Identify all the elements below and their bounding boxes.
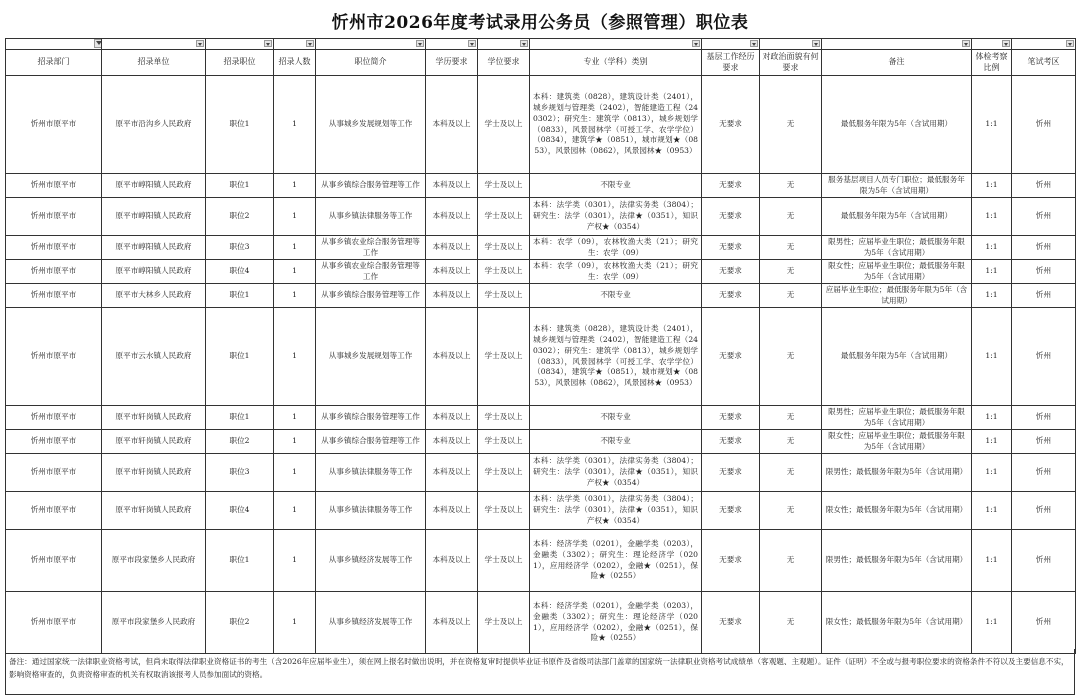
col-header-political[interactable]: 对政治面貌有何要求 xyxy=(760,50,822,76)
cell-dept[interactable]: 忻州市原平市 xyxy=(6,260,102,284)
cell-description[interactable]: 从事城乡发展规划等工作 xyxy=(316,76,426,174)
cell-description[interactable]: 从事乡镇经济发展等工作 xyxy=(316,530,426,592)
filter-dropdown-icon[interactable] xyxy=(1002,40,1010,47)
cell-major[interactable]: 本科：经济学类（0201），金融学类（0203），金融类（3302）；研究生：理论经济学（0201），应用经济学（0202），金融★（0251），保险★（0255） xyxy=(530,592,702,654)
cell-position[interactable]: 职位1 xyxy=(206,174,274,198)
cell-degree[interactable]: 学士及以上 xyxy=(478,430,530,454)
filter-dropdown-icon[interactable] xyxy=(468,40,476,47)
filter-cell xyxy=(530,39,702,50)
filter-dropdown-icon[interactable] xyxy=(750,40,758,47)
cell-count[interactable]: 1 xyxy=(274,530,316,592)
cell-ratio[interactable]: 1:1 xyxy=(972,492,1012,530)
cell-degree[interactable]: 学士及以上 xyxy=(478,308,530,406)
filter-cell xyxy=(972,39,1012,50)
cell-remarks[interactable]: 限女性；最低服务年限为5年（含试用期） xyxy=(822,492,972,530)
cell-ratio[interactable]: 1:1 xyxy=(972,174,1012,198)
cell-exam-zone[interactable]: 忻州 xyxy=(1012,454,1076,492)
cell-experience[interactable]: 无要求 xyxy=(702,260,760,284)
cell-exam-zone[interactable]: 忻州 xyxy=(1012,308,1076,406)
cell-position[interactable]: 职位2 xyxy=(206,592,274,654)
cell-position[interactable]: 职位3 xyxy=(206,454,274,492)
cell-remarks[interactable]: 限女性；最低服务年限为5年（含试用期） xyxy=(822,592,972,654)
cell-ratio[interactable]: 1:1 xyxy=(972,76,1012,174)
cell-count[interactable]: 1 xyxy=(274,430,316,454)
filter-dropdown-icon[interactable] xyxy=(520,40,528,47)
cell-unit[interactable]: 原平市轩岗镇人民政府 xyxy=(102,492,206,530)
cell-dept[interactable]: 忻州市原平市 xyxy=(6,198,102,236)
col-header-position[interactable]: 招录职位 xyxy=(206,50,274,76)
cell-dept[interactable]: 忻州市原平市 xyxy=(6,492,102,530)
cell-experience[interactable]: 无要求 xyxy=(702,530,760,592)
cell-unit[interactable]: 原平市崞阳镇人民政府 xyxy=(102,236,206,260)
cell-degree[interactable]: 学士及以上 xyxy=(478,198,530,236)
cell-degree[interactable]: 学士及以上 xyxy=(478,284,530,308)
cell-description[interactable]: 从事乡镇经济发展等工作 xyxy=(316,592,426,654)
cell-experience[interactable]: 无要求 xyxy=(702,592,760,654)
cell-position[interactable]: 职位1 xyxy=(206,76,274,174)
cell-degree[interactable]: 学士及以上 xyxy=(478,406,530,430)
cell-ratio[interactable]: 1:1 xyxy=(972,592,1012,654)
cell-unit[interactable]: 原平市崞阳镇人民政府 xyxy=(102,260,206,284)
cell-count[interactable]: 1 xyxy=(274,174,316,198)
filter-cell xyxy=(426,39,478,50)
cell-count[interactable]: 1 xyxy=(274,198,316,236)
cell-exam-zone[interactable]: 忻州 xyxy=(1012,406,1076,430)
cell-exam-zone[interactable]: 忻州 xyxy=(1012,284,1076,308)
cell-major[interactable]: 本科：农学（09），农林牧渔大类（21）；研究生：农学（09） xyxy=(530,236,702,260)
filter-dropdown-icon[interactable] xyxy=(306,40,314,47)
col-header-description[interactable]: 职位简介 xyxy=(316,50,426,76)
cell-dept[interactable]: 忻州市原平市 xyxy=(6,406,102,430)
cell-major[interactable]: 本科：法学类（0301），法律实务类（3804）；研究生：法学（0301），法律★（0351），知识产权★（0354） xyxy=(530,492,702,530)
table-row xyxy=(6,260,1076,284)
cell-dept[interactable]: 忻州市原平市 xyxy=(6,174,102,198)
table-row xyxy=(6,284,1076,308)
cell-education[interactable]: 本科及以上 xyxy=(426,284,478,308)
cell-dept[interactable]: 忻州市原平市 xyxy=(6,430,102,454)
cell-degree[interactable]: 学士及以上 xyxy=(478,76,530,174)
cell-description[interactable]: 从事乡镇法律服务等工作 xyxy=(316,454,426,492)
cell-political[interactable]: 无 xyxy=(760,530,822,592)
table-row xyxy=(6,308,1076,406)
cell-count[interactable]: 1 xyxy=(274,592,316,654)
cell-ratio[interactable]: 1:1 xyxy=(972,236,1012,260)
cell-exam-zone[interactable]: 忻州 xyxy=(1012,592,1076,654)
filter-cell xyxy=(1012,39,1076,50)
table-row xyxy=(6,592,1076,654)
cell-exam-zone[interactable]: 忻州 xyxy=(1012,236,1076,260)
table-row xyxy=(6,430,1076,454)
table-row xyxy=(6,174,1076,198)
cell-education[interactable]: 本科及以上 xyxy=(426,198,478,236)
col-header-degree[interactable]: 学位要求 xyxy=(478,50,530,76)
filter-dropdown-icon[interactable] xyxy=(264,40,272,47)
cell-ratio[interactable]: 1:1 xyxy=(972,308,1012,406)
cell-political[interactable]: 无 xyxy=(760,284,822,308)
filter-cell xyxy=(478,39,530,50)
col-header-exam-zone[interactable]: 笔试考区 xyxy=(1012,50,1076,76)
cell-education[interactable]: 本科及以上 xyxy=(426,430,478,454)
cell-description[interactable]: 从事乡镇综合服务管理等工作 xyxy=(316,284,426,308)
cell-political[interactable]: 无 xyxy=(760,406,822,430)
cell-exam-zone[interactable]: 忻州 xyxy=(1012,430,1076,454)
filter-cell xyxy=(206,39,274,50)
table-row xyxy=(6,76,1076,174)
col-header-dept[interactable]: 招录部门 xyxy=(6,50,102,76)
cell-dept[interactable]: 忻州市原平市 xyxy=(6,236,102,260)
cell-experience[interactable]: 无要求 xyxy=(702,454,760,492)
cell-degree[interactable]: 学士及以上 xyxy=(478,174,530,198)
table-row xyxy=(6,406,1076,430)
cell-exam-zone[interactable]: 忻州 xyxy=(1012,492,1076,530)
cell-ratio[interactable]: 1:1 xyxy=(972,430,1012,454)
cell-remarks[interactable]: 限女性；应届毕业生职位；最低服务年限为5年（含试用期） xyxy=(822,260,972,284)
col-header-ratio[interactable]: 体检考察比例 xyxy=(972,50,1012,76)
table-row xyxy=(6,492,1076,530)
cell-unit[interactable]: 原平市崞阳镇人民政府 xyxy=(102,198,206,236)
cell-education[interactable]: 本科及以上 xyxy=(426,76,478,174)
cell-dept[interactable]: 忻州市原平市 xyxy=(6,76,102,174)
cell-exam-zone[interactable]: 忻州 xyxy=(1012,174,1076,198)
cell-exam-zone[interactable]: 忻州 xyxy=(1012,198,1076,236)
cell-exam-zone[interactable]: 忻州 xyxy=(1012,76,1076,174)
filter-cell xyxy=(702,39,760,50)
table-row xyxy=(6,236,1076,260)
cell-political[interactable]: 无 xyxy=(760,430,822,454)
cell-unit[interactable]: 原平市轩岗镇人民政府 xyxy=(102,430,206,454)
cell-political[interactable]: 无 xyxy=(760,592,822,654)
cell-position[interactable]: 职位2 xyxy=(206,430,274,454)
cell-exam-zone[interactable]: 忻州 xyxy=(1012,530,1076,592)
col-header-education[interactable]: 学历要求 xyxy=(426,50,478,76)
filter-dropdown-icon[interactable] xyxy=(962,40,970,47)
cell-major[interactable]: 本科：建筑类（0828），建筑设计类（2401），城乡规划与管理类（2402），智能建造工程（240302）；研究生：建筑学（0813），城乡规划学（0833），风景园林学（可授工学、农学学位）（0834），建筑学★（0851），城市规划★（0853），风景园林（0862），风景园林★（0953） xyxy=(530,76,702,174)
table-row xyxy=(6,454,1076,492)
cell-education[interactable]: 本科及以上 xyxy=(426,406,478,430)
cell-political[interactable]: 无 xyxy=(760,198,822,236)
cell-description[interactable]: 从事乡镇农业综合服务管理等工作 xyxy=(316,236,426,260)
table-row xyxy=(6,530,1076,592)
cell-unit[interactable]: 原平市轩岗镇人民政府 xyxy=(102,454,206,492)
cell-description[interactable]: 从事乡镇农业综合服务管理等工作 xyxy=(316,260,426,284)
cell-experience[interactable]: 无要求 xyxy=(702,308,760,406)
cell-count[interactable]: 1 xyxy=(274,260,316,284)
cell-degree[interactable]: 学士及以上 xyxy=(478,530,530,592)
col-header-remarks[interactable]: 备注 xyxy=(822,50,972,76)
cell-count[interactable]: 1 xyxy=(274,454,316,492)
cell-education[interactable]: 本科及以上 xyxy=(426,260,478,284)
cell-degree[interactable]: 学士及以上 xyxy=(478,454,530,492)
cell-dept[interactable]: 忻州市原平市 xyxy=(6,592,102,654)
filter-dropdown-icon[interactable] xyxy=(812,40,820,47)
cell-exam-zone[interactable]: 忻州 xyxy=(1012,260,1076,284)
filter-cell xyxy=(6,39,102,50)
cell-degree[interactable]: 学士及以上 xyxy=(478,492,530,530)
cell-count[interactable]: 1 xyxy=(274,492,316,530)
cell-position[interactable]: 职位1 xyxy=(206,406,274,430)
cell-education[interactable]: 本科及以上 xyxy=(426,454,478,492)
cell-description[interactable]: 从事乡镇综合服务管理等工作 xyxy=(316,406,426,430)
footnote: 备注：通过国家统一法律职业资格考试，但尚未取得法律职业资格证书的考生（含2026年应届毕业生），须在网上报名时做出说明，并在资格复审时提供毕业证书原件及省级司法部门盖章的国家统一法律职业资格考试成绩单（客观题、主观题）。证件（证明）不全或与报考职位要求的资格条件不符以及主要信息不实，影响资格审查的，负责资格审查的机关有权取消该报考人员参加面试的资格。 xyxy=(5,649,1075,695)
cell-education[interactable]: 本科及以上 xyxy=(426,492,478,530)
table-row xyxy=(6,198,1076,236)
cell-degree[interactable]: 学士及以上 xyxy=(478,260,530,284)
cell-count[interactable]: 1 xyxy=(274,308,316,406)
cell-major[interactable]: 本科：经济学类（0201），金融学类（0203），金融类（3302）；研究生：理论经济学（0201），应用经济学（0202），金融★（0251），保险★（0255） xyxy=(530,530,702,592)
filter-cell xyxy=(316,39,426,50)
col-header-major[interactable]: 专业（学科）类别 xyxy=(530,50,702,76)
cell-dept[interactable]: 忻州市原平市 xyxy=(6,284,102,308)
cell-unit[interactable]: 原平市沿沟乡人民政府 xyxy=(102,76,206,174)
cell-remarks[interactable]: 最低服务年限为5年（含试用期） xyxy=(822,308,972,406)
cell-political[interactable]: 无 xyxy=(760,492,822,530)
cell-experience[interactable]: 无要求 xyxy=(702,174,760,198)
cell-remarks[interactable]: 限男性；最低服务年限为5年（含试用期） xyxy=(822,530,972,592)
cell-ratio[interactable]: 1:1 xyxy=(972,530,1012,592)
cell-political[interactable]: 无 xyxy=(760,76,822,174)
cell-major[interactable]: 不限专业 xyxy=(530,284,702,308)
filter-dropdown-icon[interactable] xyxy=(196,40,204,47)
cell-unit[interactable]: 原平市轩岗镇人民政府 xyxy=(102,406,206,430)
cell-count[interactable]: 1 xyxy=(274,236,316,260)
filter-dropdown-icon[interactable] xyxy=(416,40,424,47)
page-title: 忻州市2026年度考试录用公务员（参照管理）职位表 xyxy=(331,13,749,33)
cell-description[interactable]: 从事乡镇综合服务管理等工作 xyxy=(316,174,426,198)
cell-ratio[interactable]: 1:1 xyxy=(972,260,1012,284)
cell-political[interactable]: 无 xyxy=(760,260,822,284)
filter-row xyxy=(6,39,1076,50)
cell-count[interactable]: 1 xyxy=(274,406,316,430)
filter-cell xyxy=(102,39,206,50)
cell-unit[interactable]: 原平市崞阳镇人民政府 xyxy=(102,174,206,198)
cell-description[interactable]: 从事乡镇法律服务等工作 xyxy=(316,492,426,530)
cell-unit[interactable]: 原平市段家堡乡人民政府 xyxy=(102,592,206,654)
cell-ratio[interactable]: 1:1 xyxy=(972,284,1012,308)
cell-ratio[interactable]: 1:1 xyxy=(972,198,1012,236)
filter-cell xyxy=(822,39,972,50)
cell-major[interactable]: 不限专业 xyxy=(530,174,702,198)
cell-dept[interactable]: 忻州市原平市 xyxy=(6,454,102,492)
filter-cell xyxy=(274,39,316,50)
cell-ratio[interactable]: 1:1 xyxy=(972,454,1012,492)
cell-remarks[interactable]: 最低服务年限为5年（含试用期） xyxy=(822,76,972,174)
cell-position[interactable]: 职位1 xyxy=(206,284,274,308)
cell-remarks[interactable]: 最低服务年限为5年（含试用期） xyxy=(822,198,972,236)
cell-position[interactable]: 职位4 xyxy=(206,492,274,530)
cell-degree[interactable]: 学士及以上 xyxy=(478,592,530,654)
cell-position[interactable]: 职位3 xyxy=(206,236,274,260)
cell-description[interactable]: 从事乡镇综合服务管理等工作 xyxy=(316,430,426,454)
cell-count[interactable]: 1 xyxy=(274,284,316,308)
filter-dropdown-icon[interactable] xyxy=(692,40,700,47)
cell-remarks[interactable]: 限女性；应届毕业生职位；最低服务年限为5年（含试用期） xyxy=(822,430,972,454)
cell-education[interactable]: 本科及以上 xyxy=(426,530,478,592)
cell-major[interactable]: 本科：农学（09），农林牧渔大类（21）；研究生：农学（09） xyxy=(530,260,702,284)
cell-experience[interactable]: 无要求 xyxy=(702,406,760,430)
cell-major[interactable]: 不限专业 xyxy=(530,406,702,430)
cell-remarks[interactable]: 限男性；应届毕业生职位；最低服务年限为5年（含试用期） xyxy=(822,406,972,430)
filter-active-icon[interactable] xyxy=(94,39,102,48)
filter-dropdown-icon[interactable] xyxy=(1066,40,1074,47)
cell-degree[interactable]: 学士及以上 xyxy=(478,236,530,260)
cell-political[interactable]: 无 xyxy=(760,308,822,406)
cell-major[interactable]: 本科：法学类（0301），法律实务类（3804）；研究生：法学（0301），法律★（0351），知识产权★（0354） xyxy=(530,454,702,492)
cell-remarks[interactable]: 应届毕业生职位；最低服务年限为5年（含试用期） xyxy=(822,284,972,308)
cell-dept[interactable]: 忻州市原平市 xyxy=(6,530,102,592)
cell-education[interactable]: 本科及以上 xyxy=(426,174,478,198)
cell-experience[interactable]: 无要求 xyxy=(702,430,760,454)
cell-count[interactable]: 1 xyxy=(274,76,316,174)
cell-major[interactable]: 本科：法学类（0301），法律实务类（3804）；研究生：法学（0301），法律★（0351），知识产权★（0354） xyxy=(530,198,702,236)
cell-experience[interactable]: 无要求 xyxy=(702,236,760,260)
cell-unit[interactable]: 原平市云水镇人民政府 xyxy=(102,308,206,406)
cell-experience[interactable]: 无要求 xyxy=(702,76,760,174)
cell-ratio[interactable]: 1:1 xyxy=(972,406,1012,430)
col-header-count[interactable]: 招录人数 xyxy=(274,50,316,76)
cell-political[interactable]: 无 xyxy=(760,174,822,198)
cell-position[interactable]: 职位2 xyxy=(206,198,274,236)
cell-remarks[interactable]: 限男性；应届毕业生职位；最低服务年限为5年（含试用期） xyxy=(822,236,972,260)
cell-major[interactable]: 不限专业 xyxy=(530,430,702,454)
cell-remarks[interactable]: 限男性；最低服务年限为5年（含试用期） xyxy=(822,454,972,492)
cell-major[interactable]: 本科：建筑类（0828），建筑设计类（2401），城乡规划与管理类（2402），智能建造工程（240302）；研究生：建筑学（0813），城乡规划学（0833），风景园林学（可授工学、农学学位）（0834），建筑学★（0851），城市规划★（0853），风景园林（0862），风景园林★（0953） xyxy=(530,308,702,406)
cell-education[interactable]: 本科及以上 xyxy=(426,236,478,260)
cell-unit[interactable]: 原平市段家堡乡人民政府 xyxy=(102,530,206,592)
cell-dept[interactable]: 忻州市原平市 xyxy=(6,308,102,406)
cell-experience[interactable]: 无要求 xyxy=(702,284,760,308)
cell-unit[interactable]: 原平市大林乡人民政府 xyxy=(102,284,206,308)
cell-experience[interactable]: 无要求 xyxy=(702,492,760,530)
cell-position[interactable]: 职位4 xyxy=(206,260,274,284)
header-row xyxy=(6,50,1076,76)
col-header-unit[interactable]: 招录单位 xyxy=(102,50,206,76)
cell-position[interactable]: 职位1 xyxy=(206,308,274,406)
cell-education[interactable]: 本科及以上 xyxy=(426,308,478,406)
cell-political[interactable]: 无 xyxy=(760,236,822,260)
cell-remarks[interactable]: 服务基层项目人员专门职位；最低服务年限为5年（含试用期） xyxy=(822,174,972,198)
cell-description[interactable]: 从事乡镇法律服务等工作 xyxy=(316,198,426,236)
cell-education[interactable]: 本科及以上 xyxy=(426,592,478,654)
filter-cell xyxy=(760,39,822,50)
cell-position[interactable]: 职位1 xyxy=(206,530,274,592)
cell-political[interactable]: 无 xyxy=(760,454,822,492)
positions-table xyxy=(5,38,1076,654)
cell-experience[interactable]: 无要求 xyxy=(702,198,760,236)
col-header-experience[interactable]: 基层工作经历要求 xyxy=(702,50,760,76)
cell-description[interactable]: 从事城乡发展规划等工作 xyxy=(316,308,426,406)
